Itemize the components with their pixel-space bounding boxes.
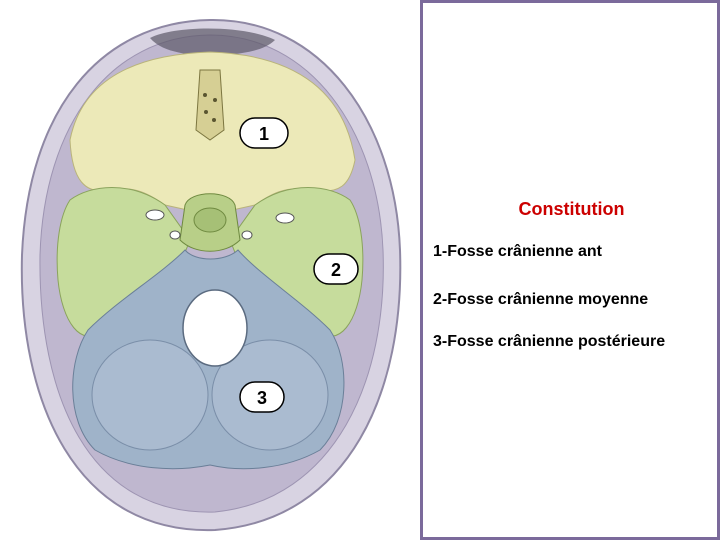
legend-item-posterior-fossa: 3-Fosse crânienne postérieure <box>433 333 666 350</box>
foramen-magnum <box>183 290 247 366</box>
label-1 <box>240 118 288 148</box>
label-3-text: 3 <box>256 388 268 408</box>
legend-panel <box>420 0 720 540</box>
label-3 <box>240 382 284 412</box>
label-1-text: 1 <box>258 124 270 144</box>
legend-item-anterior-fossa: 1-Fosse crânienne ant <box>433 243 602 260</box>
panel-title: Constitution <box>518 199 625 219</box>
label-2-text: 2 <box>330 260 342 280</box>
crista-galli <box>196 70 224 140</box>
legend-item-middle-fossa: 2-Fosse crânienne moyenne <box>433 291 649 308</box>
label-2 <box>314 254 358 284</box>
